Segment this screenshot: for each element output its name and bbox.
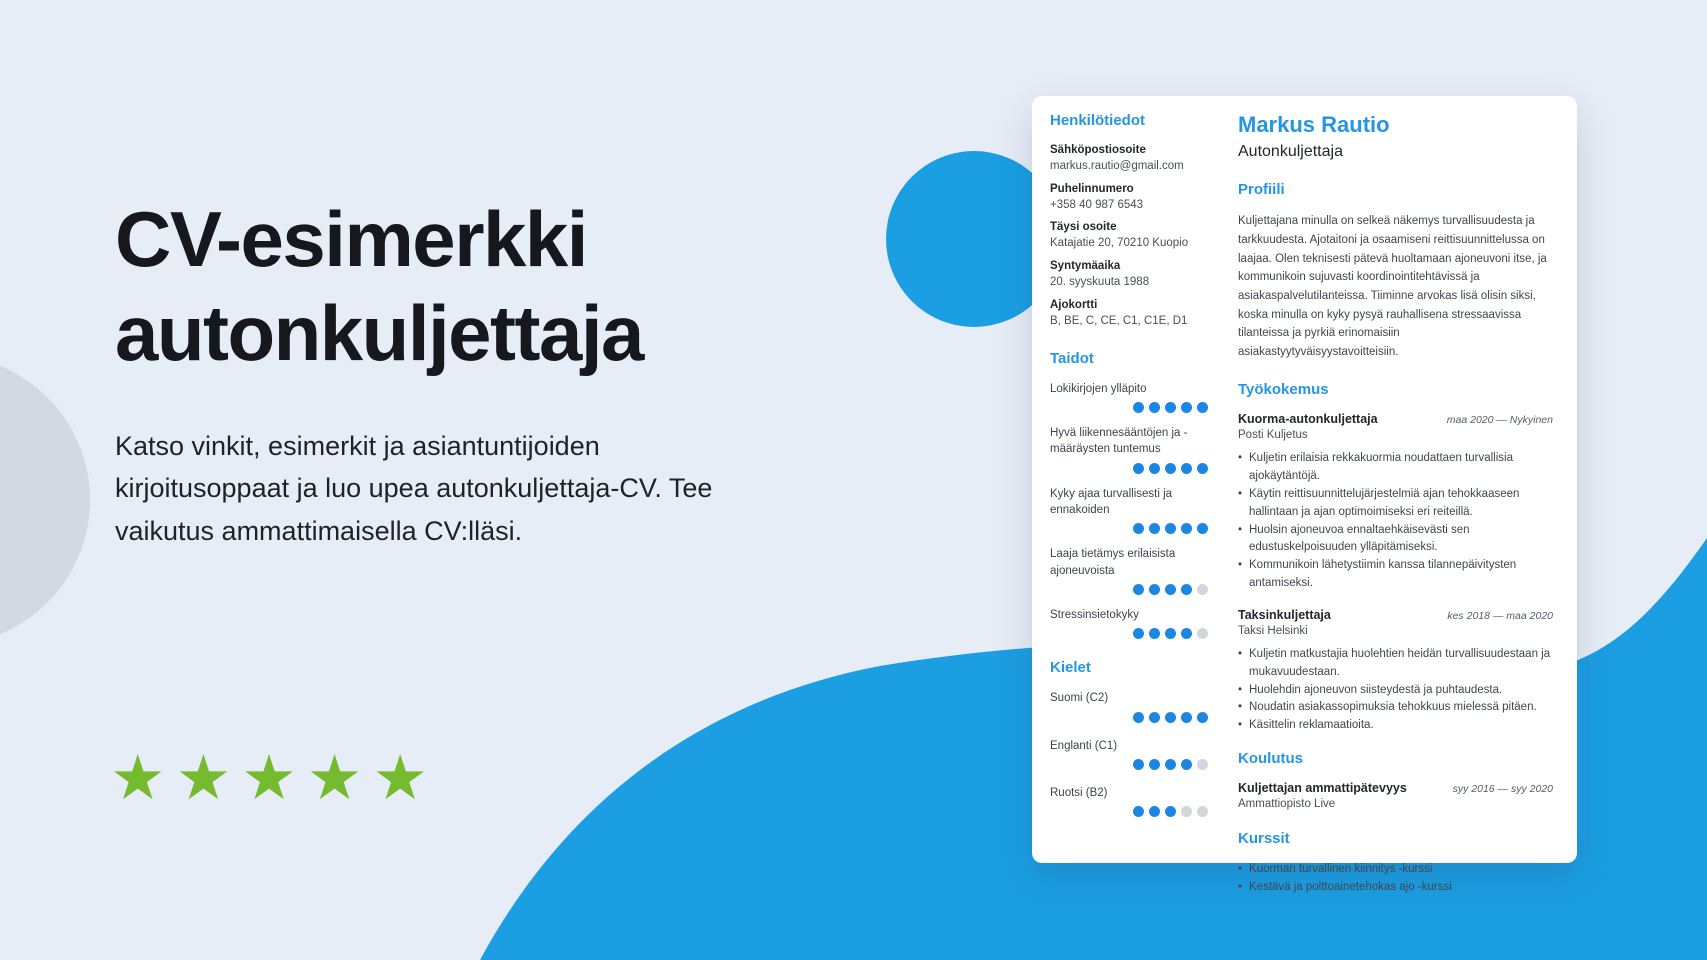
- page-title-line: CV-esimerkki: [115, 195, 587, 283]
- skill-dots: [1050, 712, 1208, 723]
- courses-list: [1238, 861, 1553, 897]
- page-subtitle: [115, 425, 875, 553]
- field-label: Syntymäaika: [1050, 260, 1121, 273]
- languages-list: [1050, 690, 1208, 817]
- skill-dots: [1050, 402, 1208, 413]
- job-title: Kuorma-autonkuljettaja: [1238, 412, 1378, 427]
- dot-icon: [1197, 463, 1208, 474]
- skill-item: [1050, 546, 1208, 595]
- dot-icon: [1181, 806, 1192, 817]
- dot-icon: [1133, 584, 1144, 595]
- dot-icon: [1149, 712, 1160, 723]
- education-header: [1238, 781, 1553, 795]
- job-bullet: • Huolsin ajoneuvoa ennaltaehkäisevästi sen edustuskelpoisuuden ylläpitämiseksi.: [1238, 522, 1553, 558]
- education-dates: syy 2016 — syy 2020: [1452, 782, 1553, 795]
- job-header: [1238, 608, 1553, 622]
- experience-heading: Työkokemus: [1238, 381, 1329, 399]
- dot-icon: [1197, 584, 1208, 595]
- dot-icon: [1133, 806, 1144, 817]
- skill-dots: [1050, 463, 1208, 474]
- hero-section: [115, 192, 875, 553]
- dot-icon: [1181, 463, 1192, 474]
- personal-field: [1050, 220, 1208, 252]
- skill-dots: [1050, 628, 1208, 639]
- dot-icon: [1165, 712, 1176, 723]
- job-bullet: • Käytin reittisuunnittelujärjestelmiä ajan tehokkaaseen hallintaan ja ajan optimoimiseksi eri reiteillä.: [1238, 486, 1553, 522]
- dot-icon: [1165, 628, 1176, 639]
- dot-icon: [1133, 759, 1144, 770]
- cv-name: Markus Rautio: [1238, 112, 1390, 137]
- job-title: Taksinkuljettaja: [1238, 607, 1331, 622]
- cv-sidebar: [1050, 112, 1208, 843]
- dot-icon: [1197, 712, 1208, 723]
- personal-field: [1050, 182, 1208, 214]
- star-icon: ★: [306, 744, 363, 813]
- skill-item: [1050, 425, 1208, 474]
- language-item: [1050, 738, 1208, 770]
- language-name: Suomi (C2): [1050, 692, 1109, 705]
- skill-item: [1050, 486, 1208, 535]
- job-dates: kes 2018 — maa 2020: [1447, 609, 1553, 622]
- jobs-list: [1238, 412, 1553, 735]
- skill-dots: [1050, 759, 1208, 770]
- dot-icon: [1133, 628, 1144, 639]
- star-icon: ★: [241, 744, 297, 813]
- field-value: B, BE, C, CE, C1, C1E, D1: [1050, 314, 1188, 327]
- education-item: [1238, 781, 1553, 810]
- education-school: Ammattiopisto Live: [1238, 797, 1336, 810]
- dot-icon: [1181, 628, 1192, 639]
- field-label: Sähköpostiosoite: [1050, 144, 1146, 156]
- dot-icon: [1197, 759, 1208, 770]
- skill-name: Hyvä liikennesääntöjen ja -määräysten tuntemus: [1050, 426, 1188, 456]
- field-value: 20. syyskuuta 1988: [1050, 276, 1150, 289]
- dot-icon: [1165, 759, 1176, 770]
- dot-icon: [1181, 523, 1192, 534]
- skill-name: Lokikirjojen ylläpito: [1050, 382, 1147, 395]
- personal-field: [1050, 143, 1208, 175]
- courses-heading: Kurssit: [1238, 829, 1290, 847]
- language-item: [1050, 785, 1208, 817]
- field-label: Täysi osoite: [1050, 221, 1117, 234]
- job-bullet: • Noudatin asiakassopimuksia tehokkuus mielessä pitäen.: [1238, 699, 1553, 717]
- star-icon: ★: [110, 744, 166, 813]
- skill-item: [1050, 607, 1208, 639]
- job-company: Posti Kuljetus: [1238, 429, 1308, 442]
- language-name: Ruotsi (B2): [1050, 786, 1108, 799]
- skills-heading: Taidot: [1050, 349, 1094, 367]
- course-item: • Kestävä ja polttoainetehokas ajo -kurssi: [1238, 879, 1553, 897]
- dot-icon: [1197, 402, 1208, 413]
- education-heading: Koulutus: [1238, 749, 1303, 767]
- education-title: Kuljettajan ammattipätevyys: [1238, 780, 1407, 795]
- page-title-line: autonkuljettaja: [115, 289, 643, 378]
- dot-icon: [1149, 463, 1160, 474]
- dot-icon: [1149, 628, 1160, 639]
- languages-heading: Kielet: [1050, 659, 1091, 677]
- dot-icon: [1181, 402, 1192, 413]
- dot-icon: [1149, 806, 1160, 817]
- job-item: [1238, 412, 1553, 593]
- dot-icon: [1133, 523, 1144, 534]
- page-subtitle-line: kirjoitusoppaat ja luo upea autonkuljettaja-CV. Tee: [115, 473, 713, 504]
- dot-icon: [1165, 402, 1176, 413]
- skill-name: Kyky ajaa turvallisesti ja ennakoiden: [1050, 487, 1173, 516]
- personal-heading: Henkilötiedot: [1050, 112, 1146, 129]
- cv-job-title: Autonkuljettaja: [1238, 143, 1343, 161]
- dot-icon: [1181, 712, 1192, 723]
- skills-list: [1050, 381, 1208, 640]
- job-bullet: • Huolehdin ajoneuvon siisteydestä ja puhtaudesta.: [1238, 682, 1553, 700]
- dot-icon: [1165, 584, 1176, 595]
- course-item: • Kuorman turvallinen kiinnitys -kurssi: [1238, 861, 1553, 879]
- skill-dots: [1050, 584, 1208, 595]
- field-value: markus.rautio@gmail.com: [1050, 159, 1184, 172]
- personal-fields: [1050, 143, 1208, 330]
- cv-main: [1238, 112, 1553, 893]
- skill-dots: [1050, 523, 1208, 534]
- job-bullet: • Kuljetin matkustajia huolehtien heidän turvallisuudestaan ja mukavuudestaan.: [1238, 646, 1553, 682]
- job-bullet: • Kommunikoin lähetystiimin kanssa tilannepäivitysten antamiseksi.: [1238, 557, 1553, 593]
- dot-icon: [1181, 584, 1192, 595]
- page-subtitle-line: Katso vinkit, esimerkit ja asiantuntijoiden: [115, 430, 600, 461]
- education-list: [1238, 781, 1553, 810]
- job-item: [1238, 608, 1553, 735]
- job-bullets: [1238, 450, 1553, 593]
- dot-icon: [1165, 806, 1176, 817]
- skill-item: [1050, 381, 1208, 413]
- skill-dots: [1050, 806, 1208, 817]
- rating-stars: [110, 744, 428, 813]
- field-value: +358 40 987 6543: [1050, 198, 1144, 211]
- job-dates: maa 2020 — Nykyinen: [1446, 414, 1553, 427]
- page-subtitle-line: vaikutus ammattimaisella CV:lläsi.: [115, 516, 523, 547]
- dot-icon: [1149, 402, 1160, 413]
- field-value: Katajatie 20, 70210 Kuopio: [1050, 237, 1189, 250]
- page-title: [115, 192, 875, 381]
- dot-icon: [1197, 523, 1208, 534]
- dot-icon: [1197, 806, 1208, 817]
- dot-icon: [1133, 463, 1144, 474]
- language-item: [1050, 690, 1208, 722]
- dot-icon: [1149, 523, 1160, 534]
- personal-field: [1050, 298, 1208, 330]
- dot-icon: [1133, 402, 1144, 413]
- personal-field: [1050, 259, 1208, 291]
- profile-text: Kuljettajana minulla on selkeä näkemys turvallisuudesta ja tarkkuudesta. Ajotaitoni ja osaamiseni reittisuunnittelussa on laajaa. Olen teknisesti pätevä huoltamaan ajoneuvoni itse, ja kommunikoin sujuvasti koordinointitehtävissä ja asiakaspalvelutilanteissa. Tiiminne arvokas lisä olisin siksi, koska minulla on kyky pysyä rauhallisena stressaavissa tilanteissa ja pyrkiä erinomaisiin asiakastyytyväisyystavoitteisiin.: [1238, 215, 1547, 358]
- job-bullet: • Kuljetin erilaisia rekkakuormia noudattaen turvallisia ajokäytäntöjä.: [1238, 450, 1553, 486]
- skill-name: Stressinsietokyky: [1050, 608, 1139, 621]
- dot-icon: [1133, 712, 1144, 723]
- language-name: Englanti (C1): [1050, 739, 1118, 752]
- field-label: Ajokortti: [1050, 298, 1098, 311]
- field-label: Puhelinnumero: [1050, 182, 1134, 195]
- job-bullets: [1238, 646, 1553, 735]
- cv-preview-card: [1032, 96, 1577, 893]
- star-icon: ★: [175, 744, 232, 813]
- dot-icon: [1149, 584, 1160, 595]
- star-icon: ★: [372, 744, 428, 813]
- job-bullet: • Käsittelin reklamaatioita.: [1238, 717, 1553, 735]
- skill-name: Laaja tietämys erilaisista ajoneuvoista: [1050, 548, 1176, 577]
- dot-icon: [1165, 523, 1176, 534]
- dot-icon: [1181, 759, 1192, 770]
- dot-icon: [1197, 628, 1208, 639]
- job-company: Taksi Helsinki: [1238, 624, 1308, 637]
- dot-icon: [1165, 463, 1176, 474]
- job-header: [1238, 412, 1553, 426]
- profile-heading: Profiili: [1238, 181, 1285, 199]
- dot-icon: [1149, 759, 1160, 770]
